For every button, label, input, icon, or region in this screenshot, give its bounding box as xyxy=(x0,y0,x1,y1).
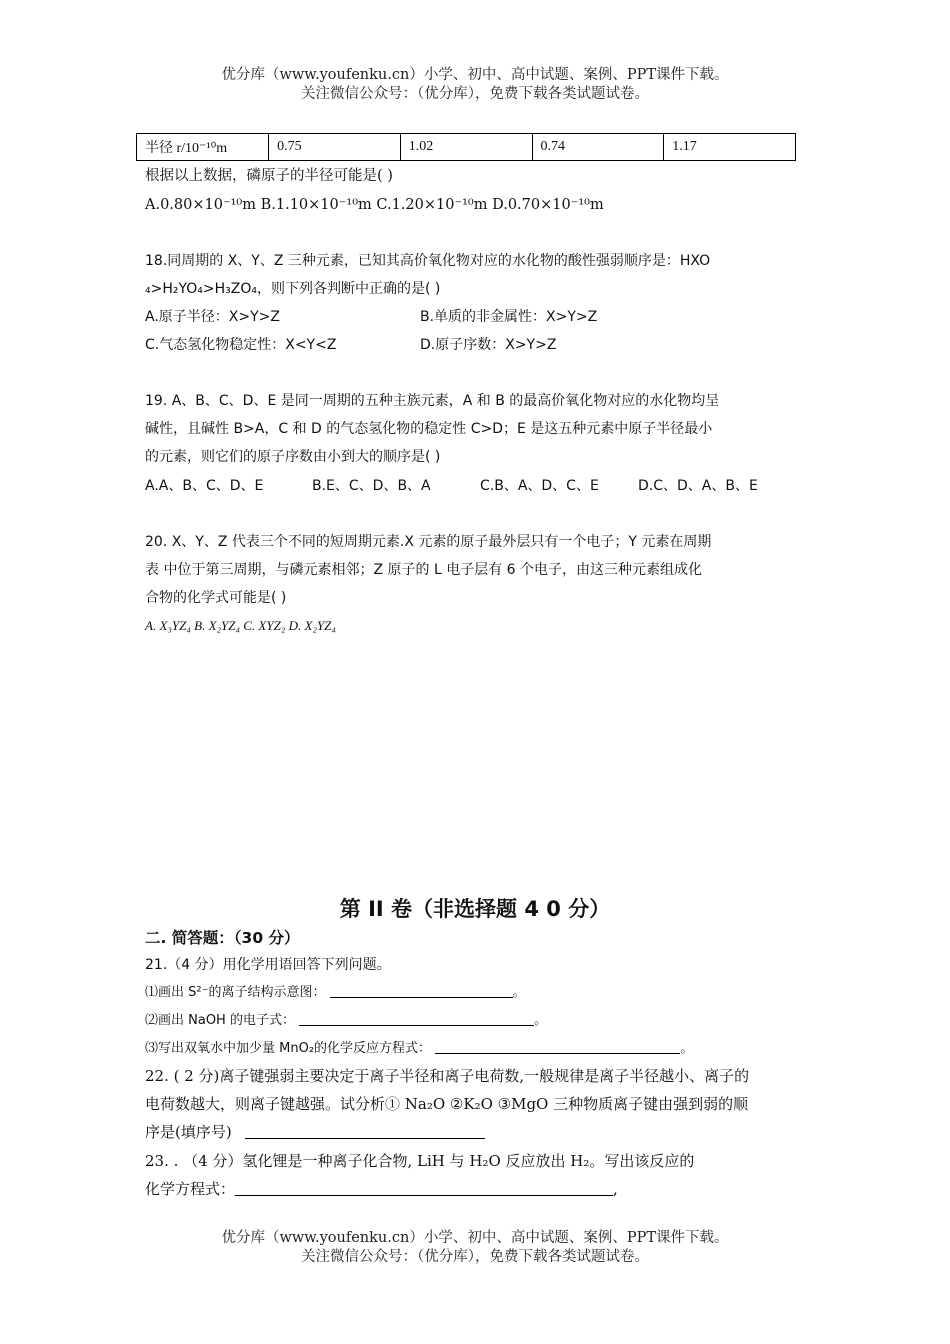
radius-table xyxy=(136,133,796,161)
q22-line-3 xyxy=(145,1122,485,1142)
footer-line-1: 优分库（www.youfenku.cn）小学、初中、高中试题、案例、PPT课件下载。 xyxy=(221,1230,729,1246)
q22-line-2: 电荷数越大，则离子键越强。试分析① Na₂O ②K₂O ③MgO 三种物质离子键由强到弱的顺 xyxy=(145,1095,749,1113)
q19-option-a: A.A、B、C、D、E xyxy=(145,478,264,494)
table-row xyxy=(137,134,796,161)
q18-option-a: A.原子半径：X>Y>Z xyxy=(145,309,280,325)
page-footer xyxy=(0,1229,950,1267)
table-cell: 0.74 xyxy=(532,134,664,161)
answer-blank[interactable] xyxy=(435,1039,680,1054)
q18-line-1: 18.同周期的 X、Y、Z 三种元素，已知其高价氧化物对应的水化物的酸性强弱顺序是：HXO xyxy=(145,253,711,269)
q20-options: A. X₃YZ₄ B. X₂YZ₄ C. XYZ₂ D. X₂YZ₄ xyxy=(145,618,336,633)
answer-blank[interactable] xyxy=(235,1181,613,1196)
q17-stem: 根据以上数据，磷原子的半径可能是( ) xyxy=(145,168,393,184)
answer-blank[interactable] xyxy=(299,1011,534,1026)
table-cell-label: 半径 r/10⁻¹⁰m xyxy=(137,134,269,161)
footer-line-2: 关注微信公众号：（优分库），免费下载各类试题试卷。 xyxy=(301,1249,649,1265)
q23-end-mark: , xyxy=(613,1180,618,1198)
q21-stem: 21.（4 分）用化学用语回答下列问题。 xyxy=(145,957,391,973)
section-heading: 二. 简答题：（30 分） xyxy=(145,929,300,947)
table-cell: 0.75 xyxy=(269,134,401,161)
header-line-2: 关注微信公众号：（优分库），免费下载各类试题试卷。 xyxy=(301,86,649,102)
q19-option-d: D.C、D、A、B、E xyxy=(638,478,758,494)
q21-part-2 xyxy=(145,1011,547,1031)
q21-part-3 xyxy=(145,1039,693,1059)
q21-end-mark: 。 xyxy=(512,985,526,1000)
table-cell: 1.02 xyxy=(400,134,532,161)
q21-end-mark: 。 xyxy=(680,1041,694,1056)
q20-line-1: 20. X、Y、Z 代表三个不同的短周期元素.X 元素的原子最外层只有一个电子；Y 元素在周期 xyxy=(145,534,712,550)
q18-line-2: ₄>H₂YO₄>H₃ZO₄，则下列各判断中正确的是( ) xyxy=(145,281,441,297)
part-2-title: 第 II 卷（非选择题 4 0 分） xyxy=(339,897,611,921)
q23-line-1: 23. . （4 分）氢化锂是一种离子化合物, LiH 与 H₂O 反应放出 H₂。写出该反应的 xyxy=(145,1152,695,1170)
q21-part-3-text: ⑶写出双氧水中加少量 MnO₂的化学反应方程式： xyxy=(145,1041,432,1056)
page-header xyxy=(0,66,950,104)
answer-blank[interactable] xyxy=(245,1124,485,1139)
q20-line-3: 合物的化学式可能是( ) xyxy=(145,590,287,606)
q21-part-1-text: ⑴画出 S²⁻的离子结构示意图： xyxy=(145,985,326,1000)
q20-line-2: 表 中位于第三周期，与磷元素相邻；Z 原子的 L 电子层有 6 个电子，由这三种元素组成化 xyxy=(145,562,702,578)
q19-line-2: 碱性，且碱性 B>A，C 和 D 的气态氢化物的稳定性 C>D；E 是这五种元素中原子半径最小 xyxy=(145,421,713,437)
q19-option-c: C.B、A、D、C、E xyxy=(480,478,599,494)
q18-option-d: D.原子序数：X>Y>Z xyxy=(420,337,557,353)
q21-part-1 xyxy=(145,983,526,1003)
q19-line-3: 的元素，则它们的原子序数由小到大的顺序是( ) xyxy=(145,449,441,465)
table-cell: 1.17 xyxy=(664,134,796,161)
header-line-1: 优分库（www.youfenku.cn）小学、初中、高中试题、案例、PPT课件下载。 xyxy=(221,67,729,83)
answer-blank[interactable] xyxy=(330,983,513,998)
q22-line-3-text: 序是(填序号) xyxy=(145,1123,232,1141)
q23-line-2-text: 化学方程式： xyxy=(145,1180,236,1198)
q18-option-c: C.气态氢化物稳定性：X<Y<Z xyxy=(145,337,337,353)
q22-line-1: 22. ( 2 分)离子键强弱主要决定于离子半径和离子电荷数,一般规律是离子半径越小、离子的 xyxy=(145,1067,750,1085)
q21-part-2-text: ⑵画出 NaOH 的电子式： xyxy=(145,1013,295,1028)
q18-option-b: B.单质的非金属性：X>Y>Z xyxy=(420,309,598,325)
q23-line-2 xyxy=(145,1179,618,1199)
q19-option-b: B.E、C、D、B、A xyxy=(312,478,431,494)
q19-line-1: 19. A、B、C、D、E 是同一周期的五种主族元素，A 和 B 的最高价氧化物对应的水化物均呈 xyxy=(145,393,720,409)
q17-options: A.0.80×10⁻¹⁰m B.1.10×10⁻¹⁰m C.1.20×10⁻¹⁰m D.0.70×10⁻¹⁰m xyxy=(145,197,604,213)
q21-end-mark: 。 xyxy=(534,1013,548,1028)
